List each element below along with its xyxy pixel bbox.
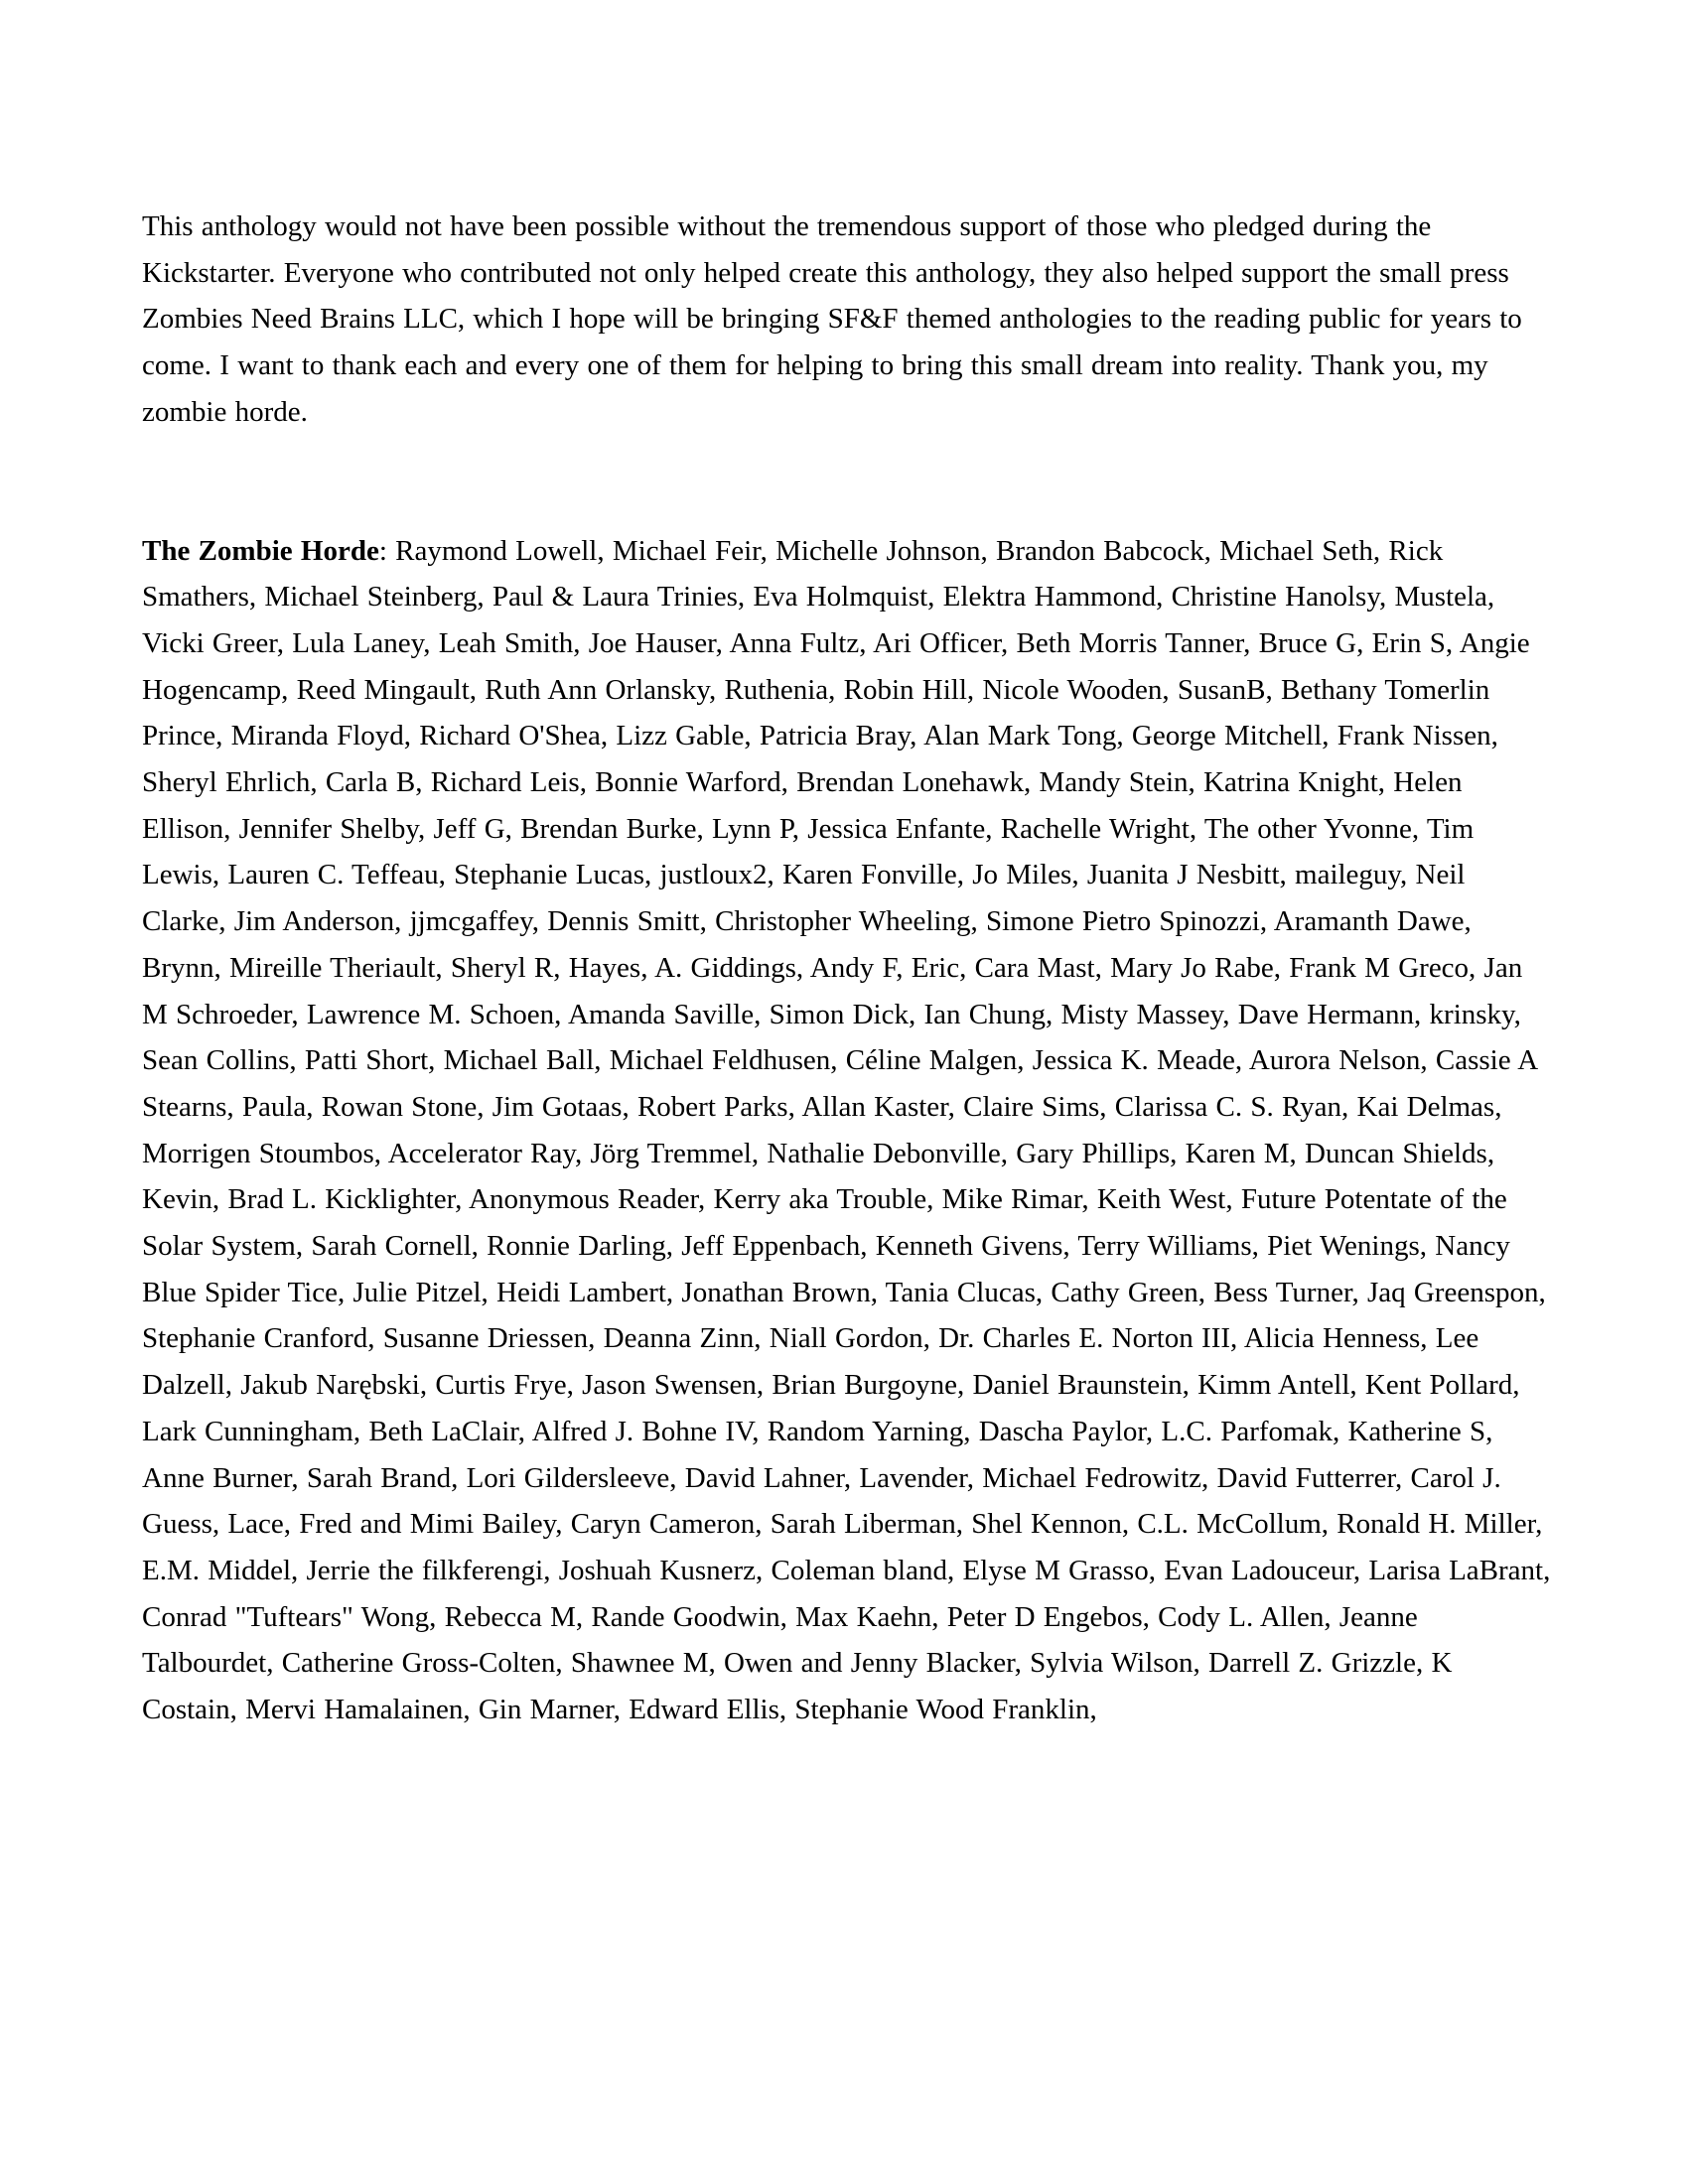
horde-names-list: Raymond Lowell, Michael Feir, Michelle Johnson, Brandon Babcock, Michael Seth, Rick Smathers, Michael Steinberg, Paul & Laura Trinies, Eva Holmquist, Elektra Hammond, Christine Hanolsy, Mustela, Vicki Greer, Lula Laney, Leah Smith, Joe Hauser, Anna Fultz, Ari Officer, Beth Morris Tanner, Bruce G, Erin S, Angie Hogencamp, Reed Mingault, Ruth Ann Orlansky, Ruthenia, Robin Hill, Nicole Wooden, SusanB, Bethany Tomerlin Prince, Miranda Floyd, Richard O'Shea, Lizz Gable, Patricia Bray, Alan Mark Tong, George Mitchell, Frank Nissen, Sheryl Ehrlich, Carla B, Richard Leis, Bonnie Warford, Brendan Lonehawk, Mandy Stein, Katrina Knight, Helen Ellison, Jennifer Shelby, Jeff G, Brendan Burke, Lynn P, Jessica Enfante, Rachelle Wright, The other Yvonne, Tim Lewis, Lauren C. Teffeau, Stephanie Lucas, justloux2, Karen Fonville, Jo Miles, Juanita J Nesbitt, maileguy, Neil Clarke, Jim Anderson, jjmcgaffey, Dennis Smitt, Christopher Wheeling, Simone Pietro Spinozzi, Aramanth Dawe, Brynn, Mireille Theriault, Sheryl R, Hayes, A. Giddings, Andy F, Eric, Cara Mast, Mary Jo Rabe, Frank M Greco, Jan M Schroeder, Lawrence M. Schoen, Amanda Saville, Simon Dick, Ian Chung, Misty Massey, Dave Hermann, krinsky, Sean Collins, Patti Short, Michael Ball, Michael Feldhusen, Céline Malgen, Jessica K. Meade, Aurora Nelson, Cassie A Stearns, Paula, Rowan Stone, Jim Gotaas, Robert Parks, Allan Kaster, Claire Sims, Clarissa C. S. Ryan, Kai Delmas, Morrigen Stoumbos, Accelerator Ray, Jörg Tremmel, Nathalie Debonville, Gary Phillips, Karen M, Duncan Shields, Kevin, Brad L. Kicklighter, Anonymous Reader, Kerry aka Trouble, Mike Rimar, Keith West, Future Potentate of the Solar System, Sarah Cornell, Ronnie Darling, Jeff Eppenbach, Kenneth Givens, Terry Williams, Piet Wenings, Nancy Blue Spider Tice, Julie Pitzel, Heidi Lambert, Jonathan Brown, Tania Clucas, Cathy Green, Bess Turner, Jaq Greenspon, Stephanie Cranford, Susanne Driessen, Deanna Zinn, Niall Gordon, Dr. Charles E. Norton III, Alicia Henness, Lee Dalzell, Jakub Narębski, Curtis Frye, Jason Swensen, Brian Burgoyne, Daniel Braunstein, Kimm Antell, Kent Pollard, Lark Cunningham, Beth LaClair, Alfred J. Bohne IV, Random Yarning, Dascha Paylor, L.C. Parfomak, Katherine S, Anne Burner, Sarah Brand, Lori Gildersleeve, David Lahner, Lavender, Michael Fedrowitz, David Futterrer, Carol J. Guess, Lace, Fred and Mimi Bailey, Caryn Cameron, Sarah Liberman, Shel Kennon, C.L. McCollum, Ronald H. Miller, E.M. Middel, Jerrie the filkferengi, Joshuah Kusnerz, Coleman bland, Elyse M Grasso, Evan Ladouceur, Larisa LaBrant, Conrad "Tuftears" Wong, Rebecca M, Rande Goodwin, Max Kaehn, Peter D Engebos, Cody L. Allen, Jeanne Talbourdet, Catherine Gross-Colten, Shawnee M, Owen and Jenny Blacker, Sylvia Wilson, Darrell Z. Grizzle, K Costain, Mervi Hamalainen, Gin Marner, Edward Ellis, Stephanie Wood Franklin, bbox=[142, 534, 1551, 1726]
horde-paragraph bbox=[142, 528, 1552, 1733]
horde-separator: : bbox=[378, 534, 396, 567]
horde-heading: The Zombie Horde bbox=[142, 534, 379, 567]
text-block bbox=[142, 204, 1552, 1733]
intro-paragraph: This anthology would not have been possible without the tremendous support of those who pledged during the Kickstarter. Everyone who contributed not only helped create this anthology, they also helped support the small press Zombies Need Brains LLC, which I hope will be bringing SF&F themed anthologies to the reading public for years to come. I want to thank each and every one of them for helping to bring this small dream into reality. Thank you, my zombie horde. bbox=[142, 210, 1522, 428]
